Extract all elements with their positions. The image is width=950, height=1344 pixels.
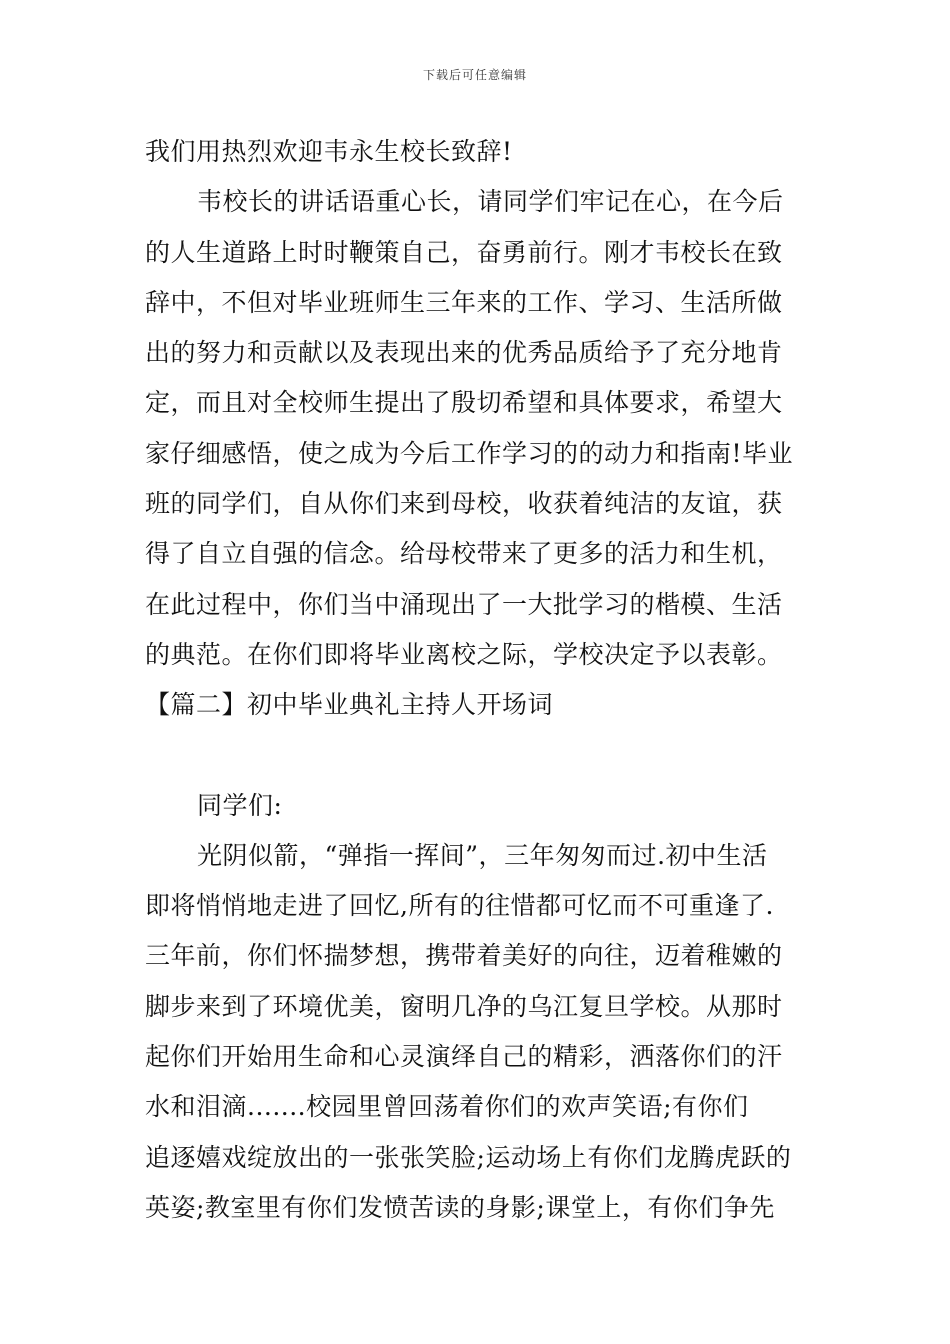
paragraph-line: 得了自立自强的信念。给母校带来了更多的活力和生机， (145, 539, 783, 569)
section-heading: 【篇二】初中毕业典礼主持人开场词 (145, 690, 554, 720)
paragraph-line: 家仔细感悟，使之成为今后工作学习的的动力和指南!毕业 (145, 438, 794, 468)
paragraph-line: 英姿;教室里有你们发愤苦读的身影;课堂上，有你们争先 (145, 1192, 775, 1222)
paragraph-line: 我们用热烈欢迎韦永生校长致辞! (145, 137, 513, 166)
paragraph-line: 在此过程中，你们当中涌现出了一大批学习的楷模、生活 (145, 589, 783, 619)
paragraph-line: 班的同学们，自从你们来到母校，收获着纯洁的友谊，获 (145, 489, 783, 519)
paragraph-line: 定，而且对全校师生提出了殷切希望和具体要求，希望大 (145, 388, 783, 418)
paragraph-line: 三年前，你们怀揣梦想，携带着美好的向往，迈着稚嫩的 (145, 941, 783, 971)
blank-line (145, 731, 810, 781)
paragraph-line: 脚步来到了环境优美，窗明几净的乌江复旦学校。从那时 (145, 991, 783, 1021)
paragraph-line: 韦校长的讲话语重心长，请同学们牢记在心，在今后 (197, 187, 784, 217)
header-note: 下载后可任意编辑 (422, 68, 527, 82)
paragraph-line: 辞中，不但对毕业班师生三年来的工作、学习、生活所做 (145, 287, 783, 317)
paragraph-line: 追逐嬉戏绽放出的一张张笑脸;运动场上有你们龙腾虎跃的 (145, 1142, 792, 1172)
paragraph-line: 的人生道路上时时鞭策自己，奋勇前行。刚才韦校长在致 (145, 237, 783, 267)
salutation: 同学们: (197, 790, 283, 820)
document-body (145, 127, 810, 1233)
paragraph-line: 的典范。在你们即将毕业离校之际，学校决定予以表彰。 (145, 639, 783, 669)
paragraph-line: 起你们开始用生命和心灵演绎自己的精彩，洒落你们的汗 (145, 1042, 783, 1072)
paragraph-line: 水和泪滴.......校园里曾回荡着你们的欢声笑语;有你们 (145, 1092, 749, 1122)
paragraph-line: 光阴似箭，“弹指一挥间”，三年匆匆而过.初中生活 (197, 840, 768, 870)
paragraph-line: 即将悄悄地走进了回忆,所有的往惜都可忆而不可重逢了. (145, 891, 774, 921)
paragraph-line: 出的努力和贡献以及表现出来的优秀品质给予了充分地肯 (145, 338, 783, 368)
